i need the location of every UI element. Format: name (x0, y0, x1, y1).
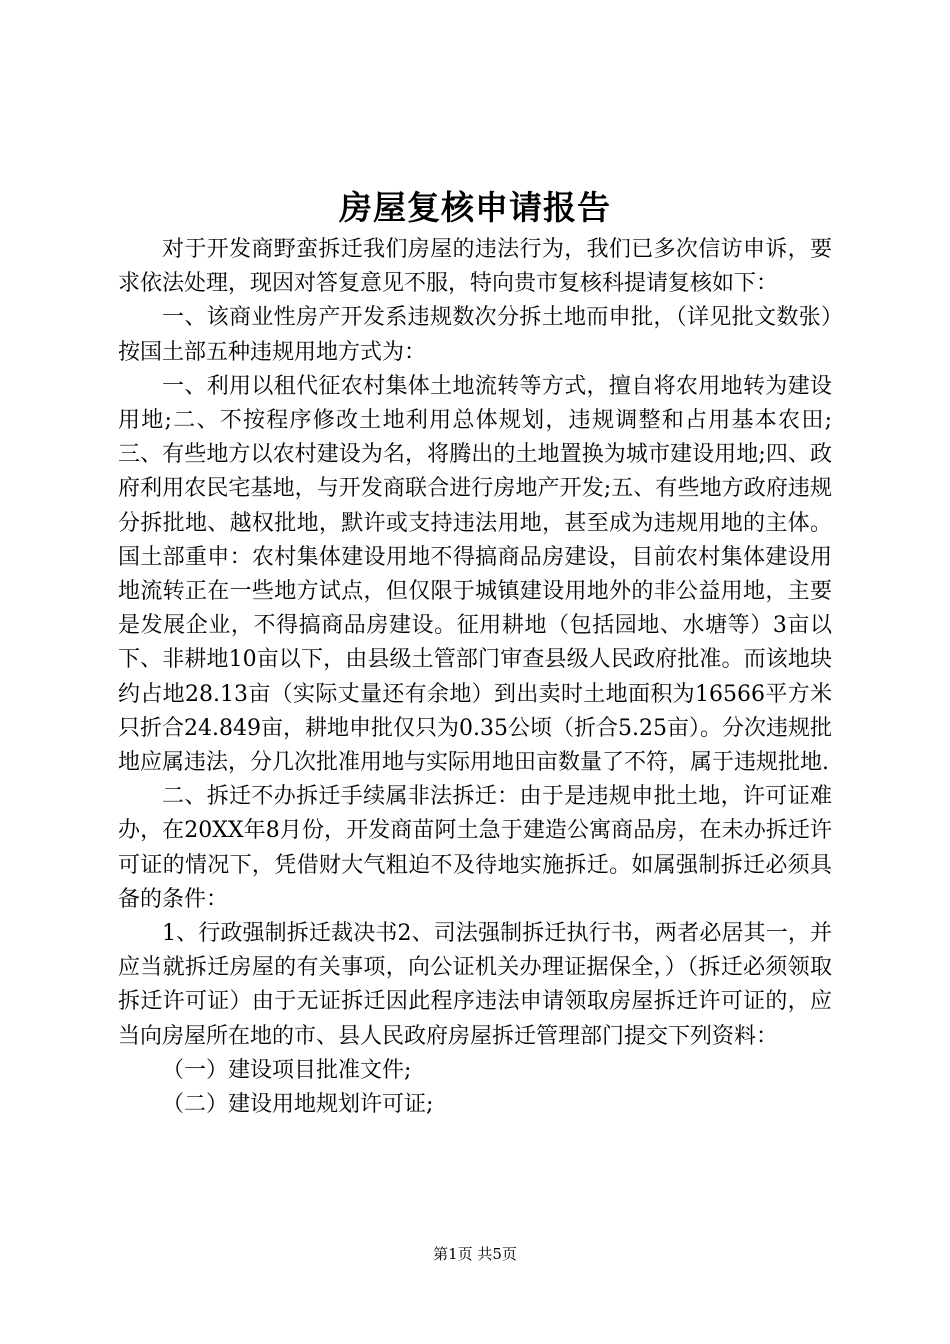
document-body (118, 233, 832, 1122)
paragraph-land-violations: 一、利用以租代征农村集体土地流转等方式，擅自将农用地转为建设用地;二、不按程序修改土地利用总体规划，违规调整和占用基本农田;三、有些地方以农村建设为名，将腾出的土地置换为城市建设用地;四、政府利用农民宅基地，与开发商联合进行房地产开发;五、有些地方政府违规分拆批地、越权批地，默许或支持违法用地，甚至成为违规用地的主体。国土部重申：农村集体建设用地不得搞商品房建设，目前农村集体建设用地流转正在一些地方试点，但仅限于城镇建设用地外的非公益用地，主要是发展企业，不得搞商品房建设。征用耕地（包括园地、水塘等）3亩以下、非耕地10亩以下，由县级土管部门审查县级人民政府批准。而该地块约占地28.13亩（实际丈量还有余地）到出卖时土地面积为16566平方米只折合24.849亩，耕地申批仅只为0.35公顷（折合5.25亩）。分次违规批地应属违法，分几次批准用地与实际用地田亩数量了不符，属于违规批地. (118, 373, 832, 776)
paragraph-intro: 对于开发商野蛮拆迁我们房屋的违法行为，我们已多次信访申诉，要求依法处理，现因对答复意见不服，特向贵市复核科提请复核如下： (118, 237, 832, 297)
paragraph-forced-demolition: 1、行政强制拆迁裁决书2、司法强制拆迁执行书，两者必居其一，并应当就拆迁房屋的有关事项，向公证机关办理证据保全，）（拆迁必须领取拆迁许可证）由于无证拆迁因此程序违法申请领取房屋拆迁许可证的，应当向房屋所在地的市、县人民政府房屋拆迁管理部门提交下列资料： (118, 921, 832, 1049)
list-item-approval-docs: （一）建设项目批准文件; (162, 1057, 412, 1083)
document-title: 房屋复核申请报告 (339, 188, 611, 227)
list-item-planning-permit: （二）建设用地规划许可证; (162, 1092, 434, 1118)
paragraph-point-1: 一、该商业性房产开发系违规数次分拆土地而申批，（详见批文数张）按国土部五种违规用地方式为： (118, 305, 832, 365)
page-number: 第1页 共5页 (433, 1245, 517, 1263)
paragraph-point-2: 二、拆迁不办拆迁手续属非法拆迁：由于是违规申批土地，许可证难办，在20XX年8月份，开发商苗阿土急于建造公寓商品房，在未办拆迁许可证的情况下，凭借财大气粗迫不及待地实施拆迁。如属强制拆迁必须具备的条件： (118, 784, 832, 912)
